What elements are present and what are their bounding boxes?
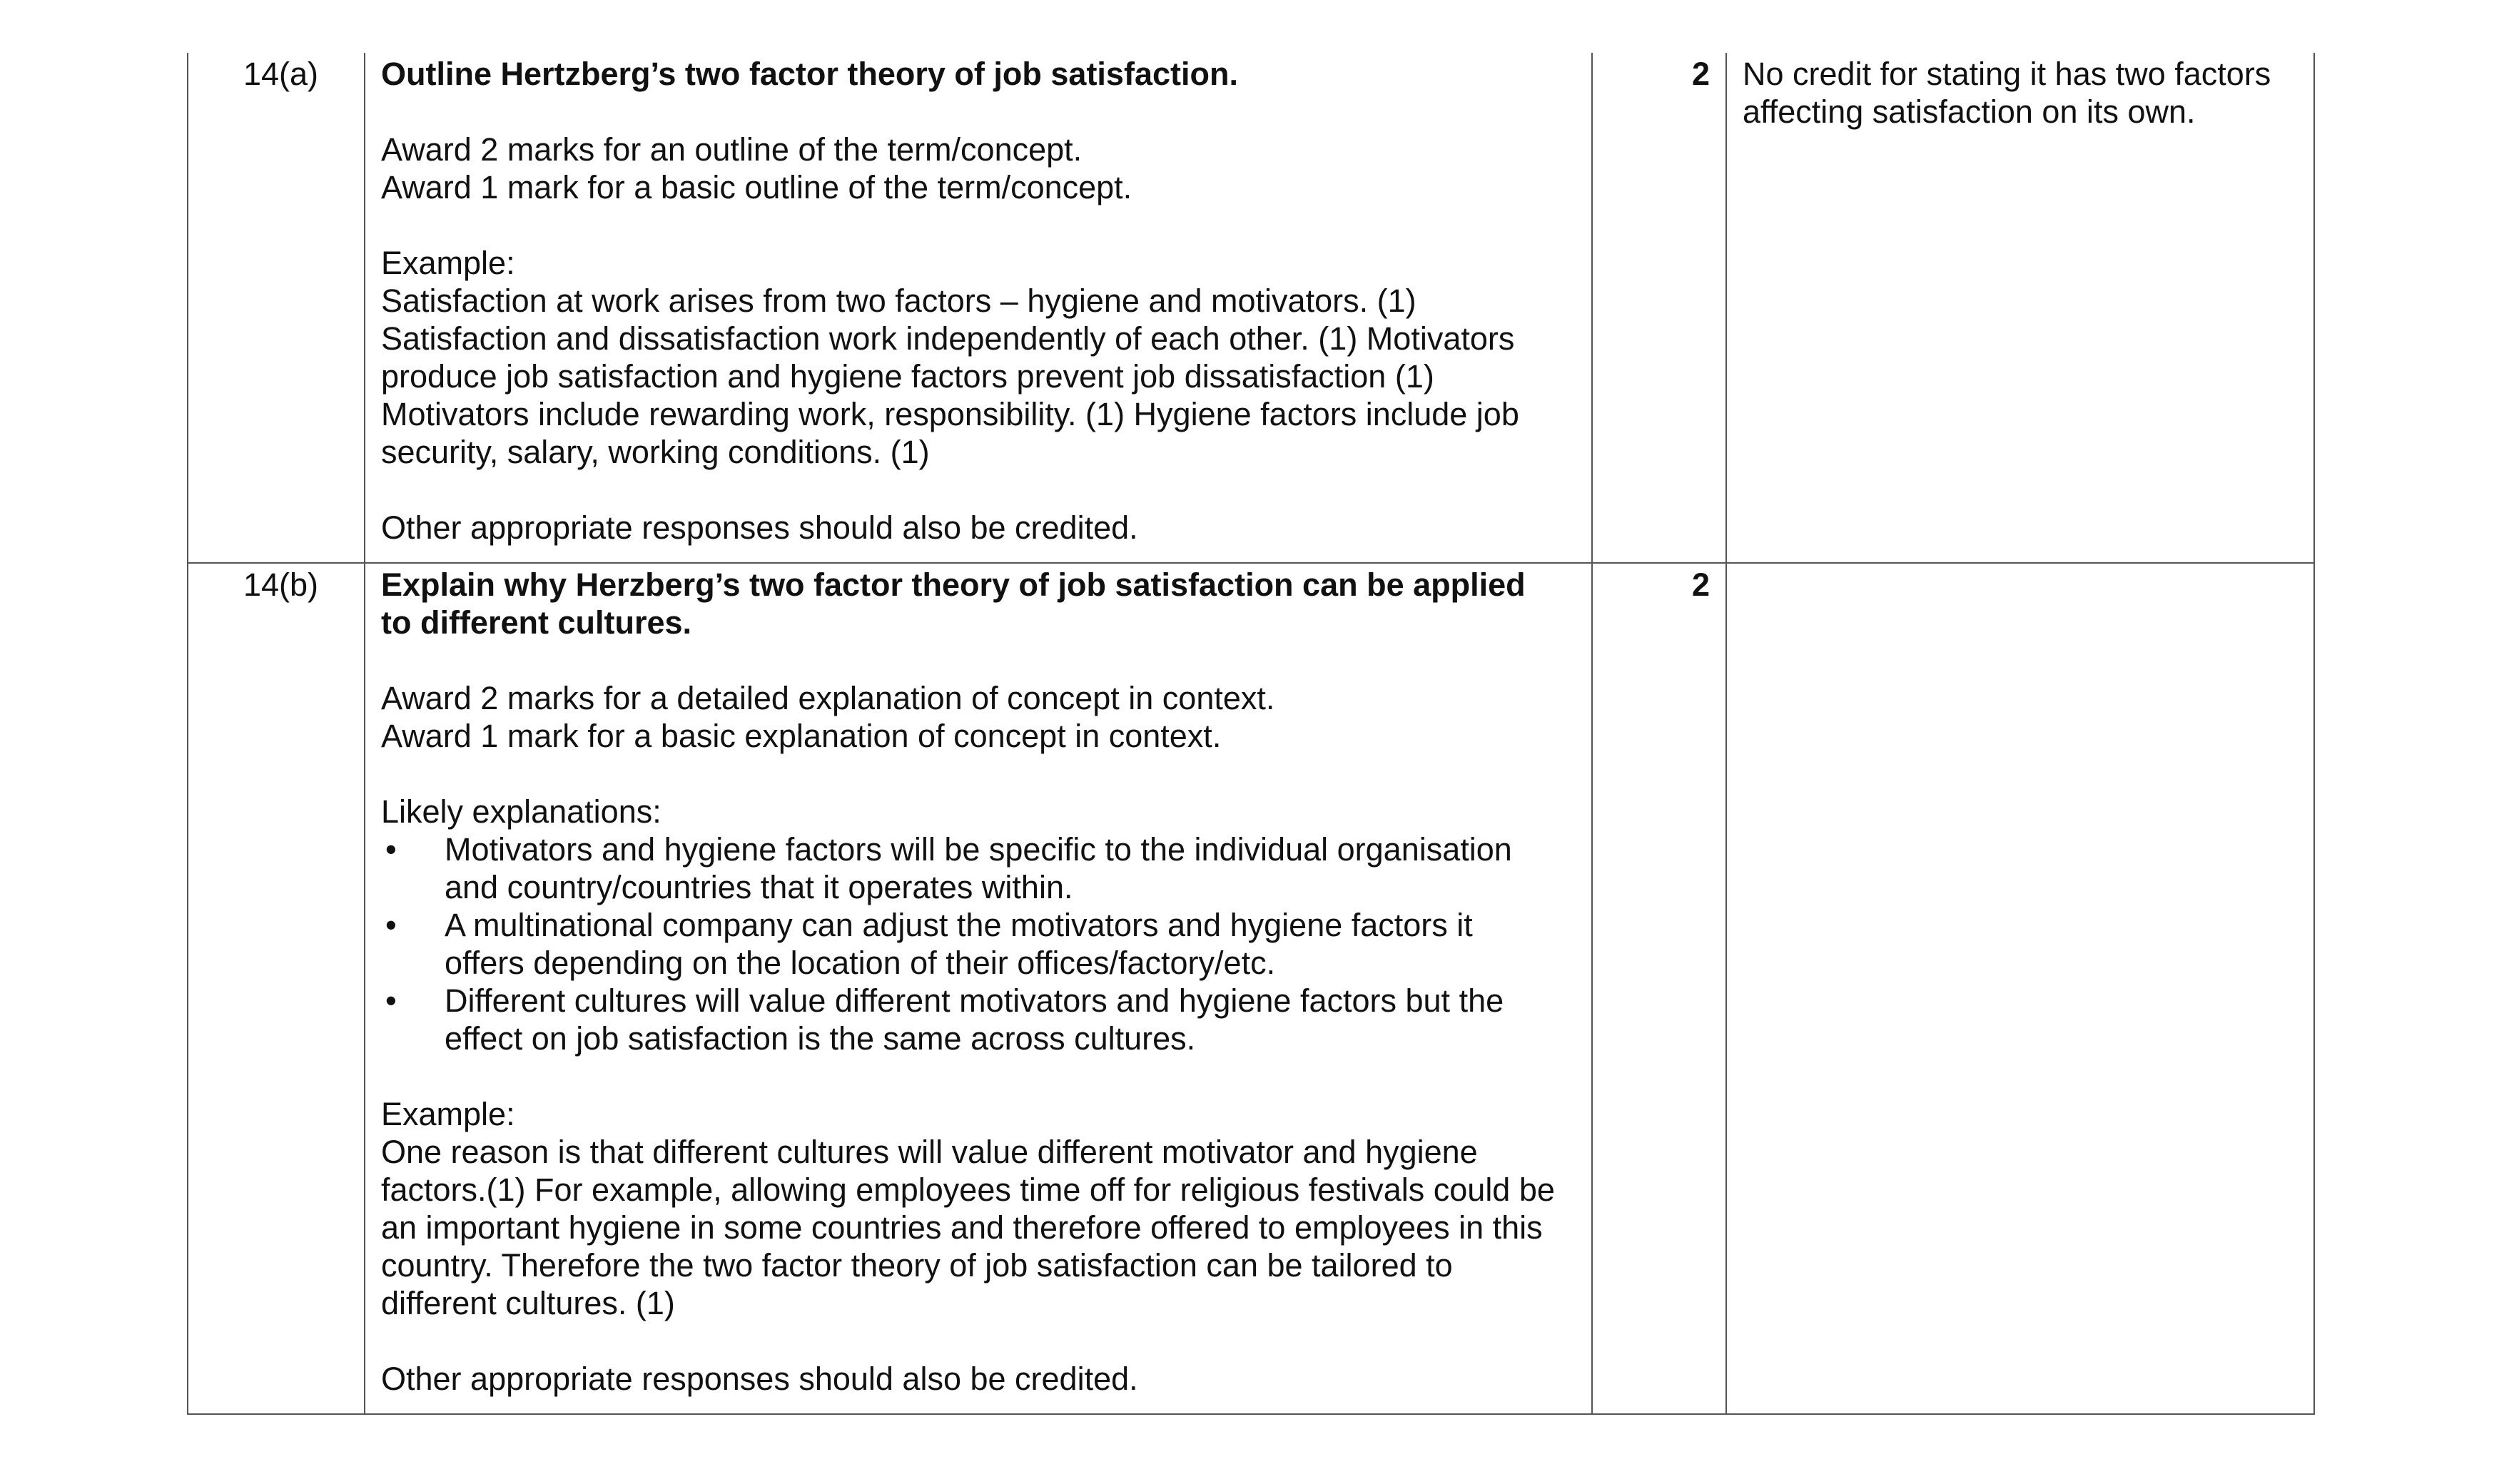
question-row-14a: [188, 53, 2314, 563]
example-line: Motivators include rewarding work, responsibility. (1) Hygiene factors include job: [381, 396, 1519, 432]
example-heading: Example:: [381, 245, 515, 281]
example-line: factors.(1) For example, allowing employees time off for religious festivals could be: [381, 1172, 1555, 1208]
marks-value: 2: [1592, 563, 1726, 1414]
example-line: Satisfaction and dissatisfaction work independently of each other. (1) Motivators: [381, 320, 1515, 357]
example-line: produce job satisfaction and hygiene factors prevent job dissatisfaction (1): [381, 358, 1434, 395]
question-row-14b: [188, 563, 2314, 1414]
bullet-line: offers depending on the location of their offices/factory/etc.: [445, 945, 1276, 981]
bullet-line: A multinational company can adjust the motivators and hygiene factors it: [445, 907, 1473, 943]
bullet-icon: •: [385, 831, 397, 868]
mark-scheme-table: [187, 53, 2315, 1415]
bullet-line: Motivators and hygiene factors will be specific to the individual organisation: [445, 831, 1512, 868]
award-line: Award 1 mark for a basic explanation of concept in context.: [381, 718, 1222, 754]
example-line: Satisfaction at work arises from two factors – hygiene and motivators. (1): [381, 283, 1416, 319]
example-block: [381, 1095, 1576, 1322]
answer-cell: [365, 53, 1592, 563]
bullet-item: [381, 982, 1576, 1057]
bullet-item: [381, 906, 1576, 982]
example-line: different cultures. (1): [381, 1285, 675, 1321]
bullet-line: Different cultures will value different motivators and hygiene factors but the: [445, 982, 1504, 1019]
bullet-list: [381, 830, 1576, 1057]
example-line: security, salary, working conditions. (1): [381, 434, 930, 470]
question-title: [381, 566, 1576, 641]
other-responses-note: Other appropriate responses should also be credited.: [381, 509, 1138, 546]
example-line: country. Therefore the two factor theory of job satisfaction can be tailored to: [381, 1247, 1453, 1284]
question-title-line: to different cultures.: [381, 604, 692, 641]
question-title: Outline Hertzberg’s two factor theory of job satisfaction.: [381, 56, 1238, 92]
question-number: 14(b): [188, 563, 365, 1414]
other-responses-note: Other appropriate responses should also be credited.: [381, 1361, 1138, 1397]
example-heading: Example:: [381, 1096, 515, 1132]
award-criteria: [381, 679, 1576, 755]
bullet-line: and country/countries that it operates within.: [445, 869, 1073, 905]
bullet-line: effect on job satisfaction is the same across cultures.: [445, 1020, 1196, 1057]
example-line: One reason is that different cultures will value different motivator and hygiene: [381, 1134, 1478, 1170]
award-line: Award 2 marks for an outline of the term/concept.: [381, 131, 1083, 168]
bullet-icon: •: [385, 907, 397, 943]
guidance-cell: [1726, 563, 2314, 1414]
guidance-line: No credit for stating it has two factors: [1743, 56, 2271, 92]
likely-explanations: [381, 793, 1576, 1057]
award-line: Award 1 mark for a basic outline of the term/concept.: [381, 169, 1132, 205]
likely-heading: Likely explanations:: [381, 793, 662, 830]
question-title-line: Explain why Herzberg’s two factor theory of job satisfaction can be applied: [381, 566, 1526, 603]
guidance-line: affecting satisfaction on its own.: [1743, 93, 2196, 130]
example-line: an important hygiene in some countries and therefore offered to employees in this: [381, 1209, 1543, 1246]
question-number: 14(a): [188, 53, 365, 563]
marks-value: 2: [1592, 53, 1726, 563]
bullet-icon: •: [385, 982, 397, 1019]
example-block: [381, 244, 1576, 471]
bullet-item: [381, 830, 1576, 906]
award-line: Award 2 marks for a detailed explanation of concept in context.: [381, 680, 1275, 716]
guidance-cell: [1726, 53, 2314, 563]
award-criteria: [381, 131, 1576, 206]
answer-cell: [365, 563, 1592, 1414]
